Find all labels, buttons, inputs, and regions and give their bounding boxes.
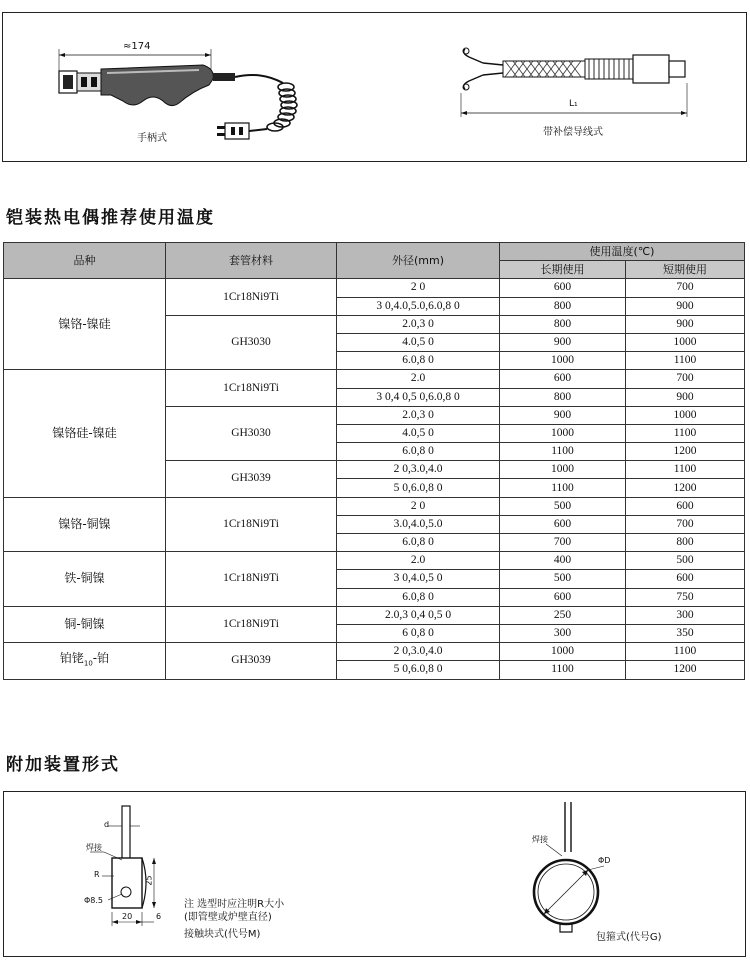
long-temp-cell: 500 (500, 497, 626, 515)
block-label-weld: 焊接 (86, 843, 102, 852)
diameter-cell: 5 0,6.0,8 0 (337, 661, 500, 679)
kind-cell (4, 606, 166, 642)
table-row (4, 643, 745, 661)
long-temp-cell: 1000 (500, 643, 626, 661)
short-temp-cell: 750 (626, 588, 745, 606)
short-temp-cell: 1100 (626, 461, 745, 479)
long-temp-cell: 1100 (500, 443, 626, 461)
long-temp-cell: 500 (500, 570, 626, 588)
diameter-cell: 6.0,8 0 (337, 534, 500, 552)
long-temp-cell: 900 (500, 333, 626, 351)
material-cell: GH3039 (166, 643, 337, 679)
short-temp-cell: 900 (626, 315, 745, 333)
handle-probe-drawing (3, 13, 746, 161)
diameter-cell: 2.0 (337, 552, 500, 570)
long-temp-cell: 800 (500, 297, 626, 315)
material-cell: GH3039 (166, 461, 337, 497)
table-row (4, 552, 745, 570)
long-temp-cell: 800 (500, 315, 626, 333)
kind-name: 铜-铜镍 (64, 616, 105, 631)
diameter-cell: 2.0,3 0,4 0,5 0 (337, 606, 500, 624)
table-row (4, 279, 745, 297)
kind-cell (4, 643, 166, 679)
long-temp-cell: 250 (500, 606, 626, 624)
block-label-phi: Φ8.5 (84, 896, 104, 905)
short-temp-cell: 300 (626, 606, 745, 624)
table-row (4, 606, 745, 624)
short-temp-cell: 600 (626, 497, 745, 515)
short-temp-cell: 1200 (626, 443, 745, 461)
kind-name: 镍铬-镍硅 (58, 316, 111, 331)
kind-cell (4, 279, 166, 370)
short-temp-cell: 700 (626, 370, 745, 388)
header-temp: 使用温度(℃) (500, 243, 745, 261)
long-temp-cell: 600 (500, 588, 626, 606)
short-temp-cell: 900 (626, 297, 745, 315)
kind-cell (4, 497, 166, 552)
long-temp-cell: 700 (500, 534, 626, 552)
short-temp-cell: 1100 (626, 643, 745, 661)
short-temp-cell: 1100 (626, 424, 745, 442)
diameter-cell: 3 0,4.0,5.0,6.0,8 0 (337, 297, 500, 315)
diameter-cell: 2 0,3.0,4.0 (337, 643, 500, 661)
block-note-line1: 注 选型时应注明R大小 (184, 899, 285, 910)
long-temp-cell: 800 (500, 388, 626, 406)
short-temp-cell: 500 (626, 552, 745, 570)
kind-name: 镍铬硅-镍硅 (52, 425, 117, 440)
block-label-r: R (94, 870, 100, 879)
diameter-cell: 5 0,6.0,8 0 (337, 479, 500, 497)
block-label-20: 20 (122, 912, 133, 921)
long-temp-cell: 600 (500, 515, 626, 533)
long-temp-cell: 900 (500, 406, 626, 424)
attachment-figure-box (3, 791, 746, 957)
table-row (4, 370, 745, 388)
short-temp-cell: 800 (626, 534, 745, 552)
material-cell: GH3030 (166, 315, 337, 370)
header-short: 短期使用 (626, 261, 745, 279)
long-temp-cell: 600 (500, 370, 626, 388)
long-temp-cell: 300 (500, 624, 626, 642)
diameter-cell: 2 0 (337, 497, 500, 515)
handle-dimension-label: ≈174 (123, 41, 151, 52)
long-temp-cell: 1000 (500, 424, 626, 442)
block-label-d: d (104, 820, 110, 829)
short-temp-cell: 1000 (626, 333, 745, 351)
hoop-caption: 包箍式(代号G) (596, 932, 662, 943)
material-cell: 1Cr18Ni9Ti (166, 279, 337, 315)
diameter-cell: 2 0,3.0,4.0 (337, 461, 500, 479)
diameter-cell: 4.0,5 0 (337, 424, 500, 442)
short-temp-cell: 350 (626, 624, 745, 642)
diameter-cell: 4.0,5 0 (337, 333, 500, 351)
kind-suffix: -铂 (92, 650, 110, 665)
header-kind: 品种 (4, 243, 166, 279)
material-cell: 1Cr18Ni9Ti (166, 606, 337, 642)
kind-subscript: 10 (83, 659, 93, 667)
kind-name: 铁-铜镍 (64, 571, 105, 586)
short-temp-cell: 1200 (626, 479, 745, 497)
long-temp-cell: 1100 (500, 661, 626, 679)
long-temp-cell: 1000 (500, 352, 626, 370)
kind-cell (4, 370, 166, 497)
block-label-25: 25 (144, 875, 154, 886)
header-diameter: 外径(mm) (337, 243, 500, 279)
short-temp-cell: 700 (626, 515, 745, 533)
kind-name: 镍铬-铜镍 (58, 516, 111, 531)
long-temp-cell: 400 (500, 552, 626, 570)
cable-dimension-label: L₁ (569, 99, 578, 109)
diameter-cell: 2.0,3 0 (337, 315, 500, 333)
temperature-table (3, 242, 745, 680)
material-cell: GH3030 (166, 406, 337, 461)
block-caption: 接触块式(代号M) (184, 929, 261, 940)
block-note-line2: (即管壁或炉壁直径) (184, 912, 272, 923)
hoop-label-weld: 焊接 (532, 835, 548, 844)
hoop-label-phi: ΦD (598, 856, 611, 865)
diameter-cell: 2 0 (337, 279, 500, 297)
material-cell: 1Cr18Ni9Ti (166, 370, 337, 406)
handle-caption: 手柄式 (137, 133, 167, 144)
diameter-cell: 6 0,8 0 (337, 624, 500, 642)
material-cell: 1Cr18Ni9Ti (166, 552, 337, 607)
material-cell: 1Cr18Ni9Ti (166, 497, 337, 552)
diameter-cell: 2.0,3 0 (337, 406, 500, 424)
top-figure-box (2, 12, 747, 162)
diameter-cell: 6.0,8 0 (337, 443, 500, 461)
diameter-cell: 3 0,4 0,5 0,6.0,8 0 (337, 388, 500, 406)
attachment-section-title: 附加装置形式 (6, 755, 120, 775)
short-temp-cell: 600 (626, 570, 745, 588)
long-temp-cell: 1000 (500, 461, 626, 479)
short-temp-cell: 1100 (626, 352, 745, 370)
short-temp-cell: 900 (626, 388, 745, 406)
header-material: 套管材料 (166, 243, 337, 279)
kind-name: 铂铑 (59, 650, 84, 665)
short-temp-cell: 1200 (626, 661, 745, 679)
table-section-title: 铠装热电偶推荐使用温度 (6, 208, 215, 228)
short-temp-cell: 1000 (626, 406, 745, 424)
diameter-cell: 6.0,8 0 (337, 352, 500, 370)
diameter-cell: 6.0,8 0 (337, 588, 500, 606)
cable-caption: 带补偿导线式 (543, 127, 603, 138)
kind-cell (4, 552, 166, 607)
block-label-6: 6 (156, 912, 162, 921)
long-temp-cell: 600 (500, 279, 626, 297)
header-long: 长期使用 (500, 261, 626, 279)
diameter-cell: 2.0 (337, 370, 500, 388)
short-temp-cell: 700 (626, 279, 745, 297)
diameter-cell: 3.0,4.0,5.0 (337, 515, 500, 533)
long-temp-cell: 1100 (500, 479, 626, 497)
table-row (4, 497, 745, 515)
diameter-cell: 3 0,4.0,5 0 (337, 570, 500, 588)
